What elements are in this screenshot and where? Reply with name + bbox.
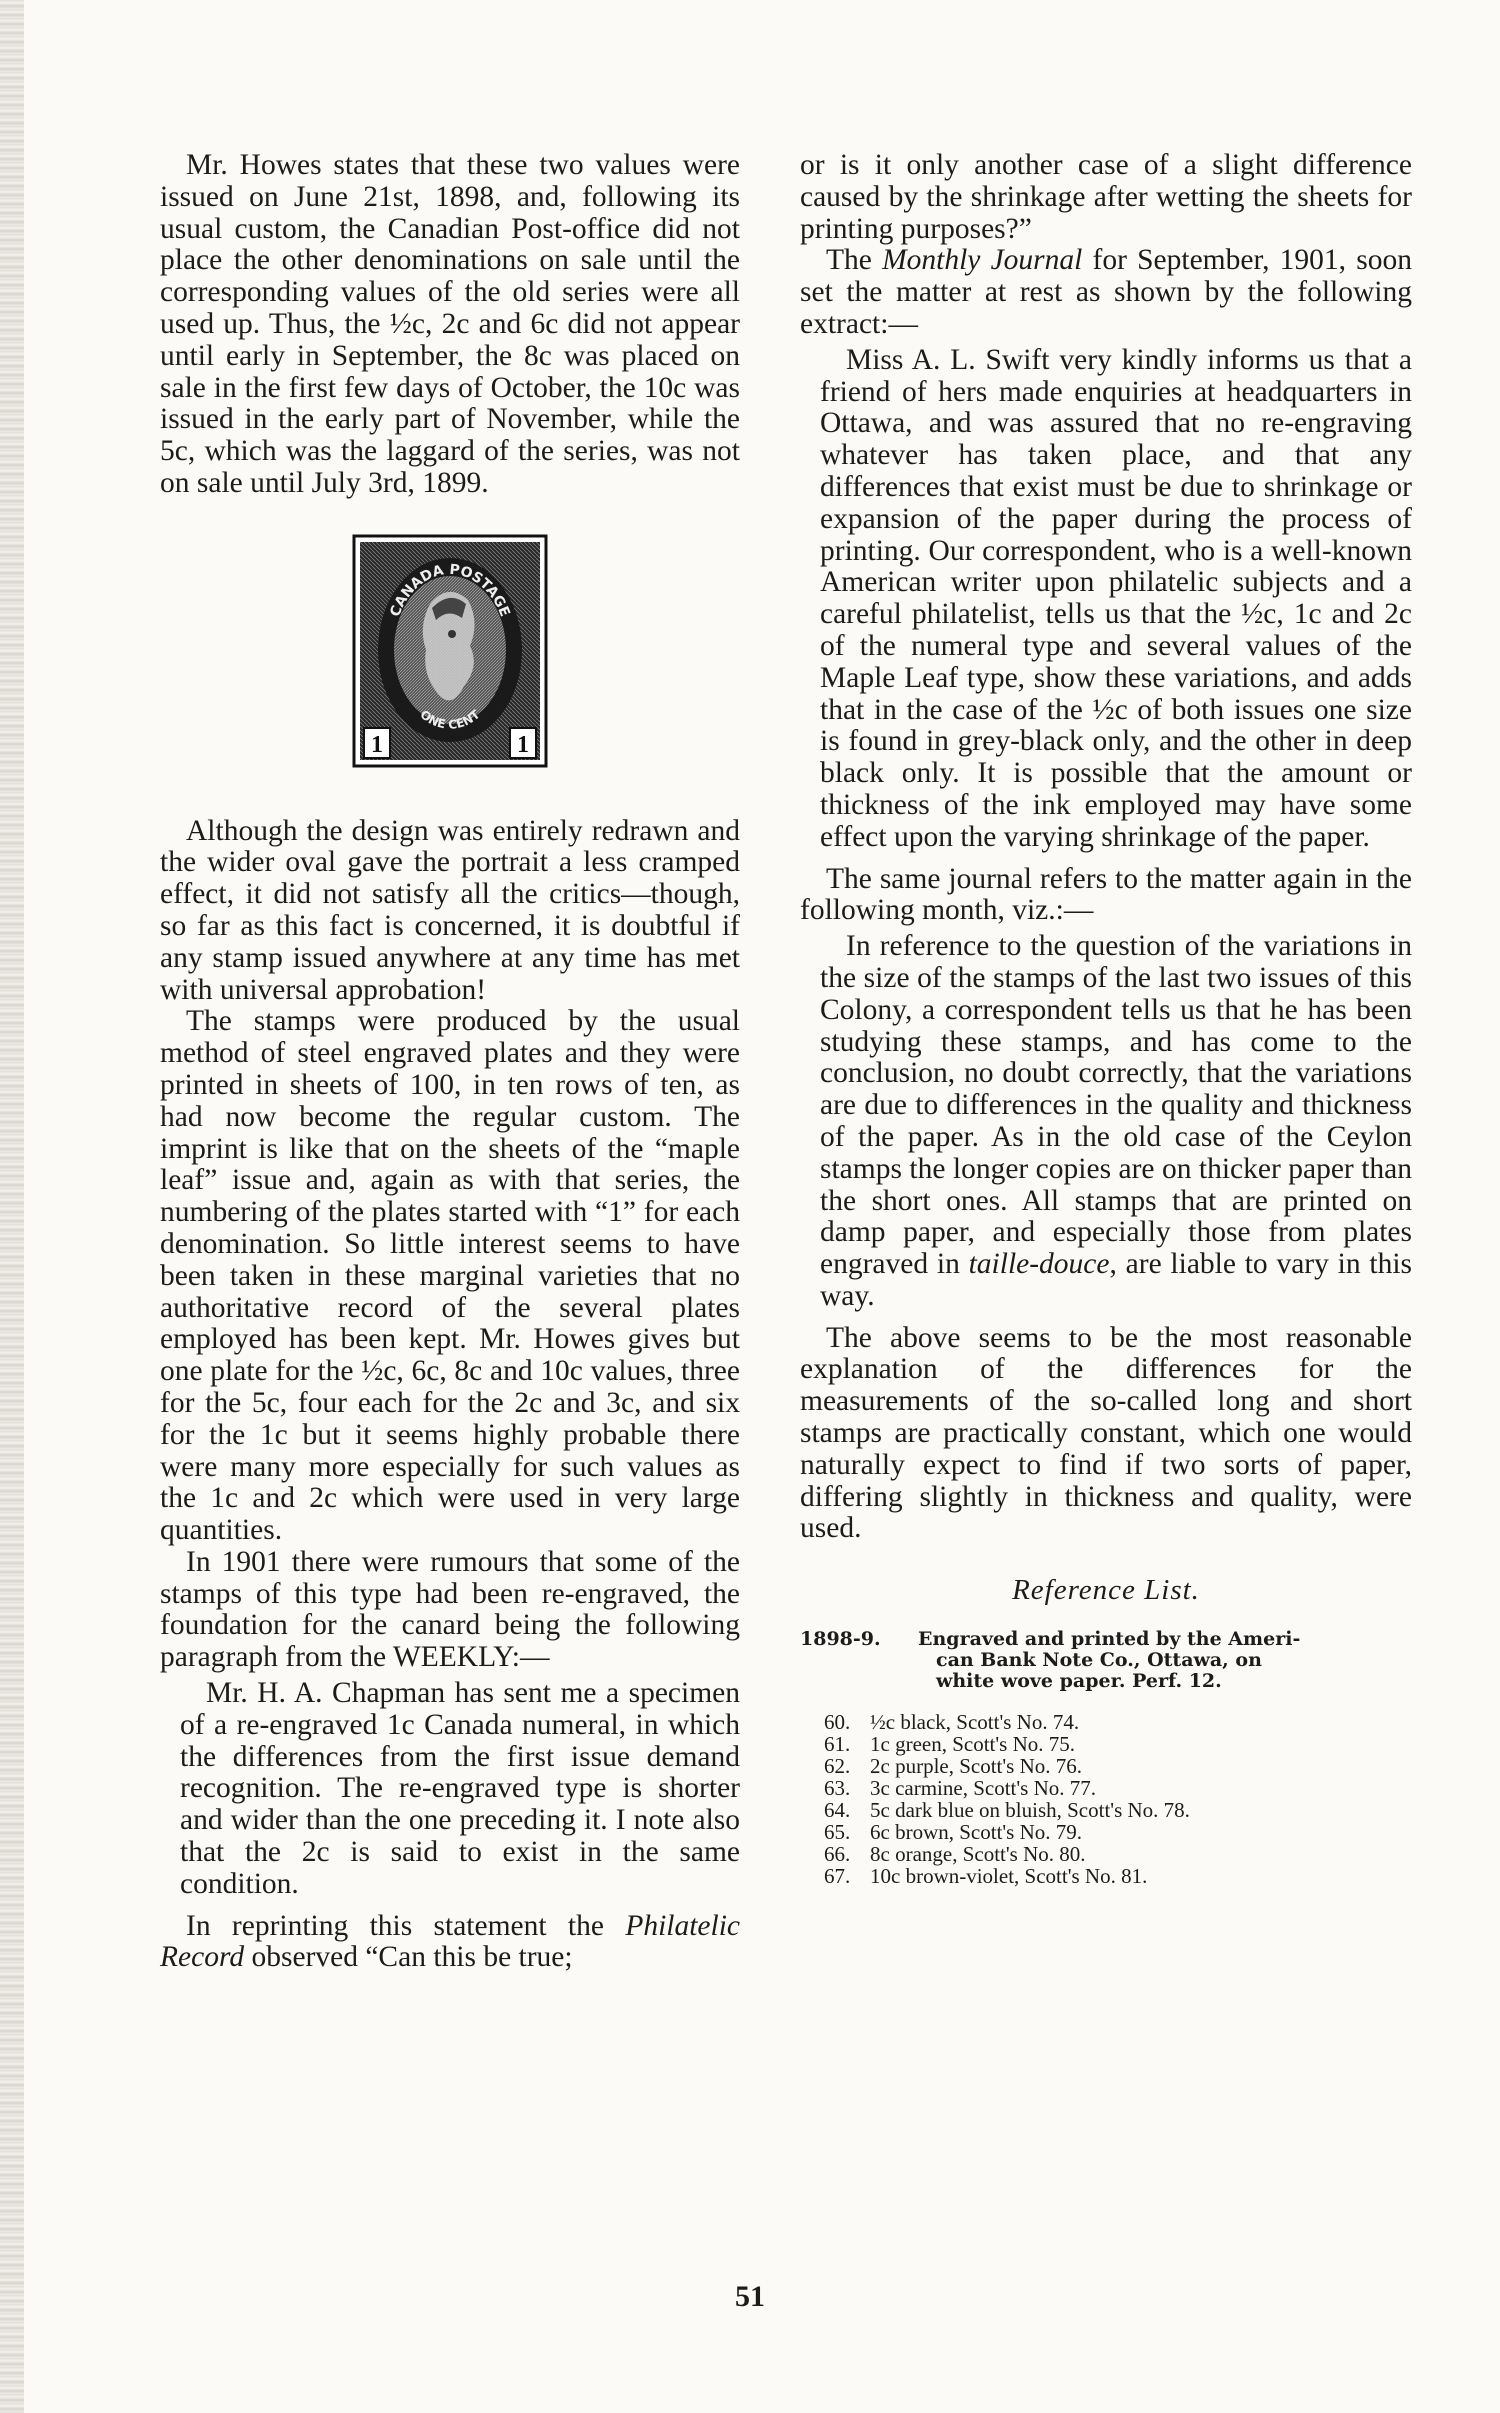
reference-item-desc: 10c brown-violet, Scott's No. 81. [870, 1864, 1148, 1889]
reference-header-line: can Bank Note Co., Ottawa, on [936, 1649, 1262, 1672]
right-quote-1-text: Miss A. L. Swift very kindly informs us that a friend of hers made enquiries at headquarters in Ottawa, and was assured that no re-engraving whatever has taken place, and that any differences that exist must be due to shrinkage or expansion of the paper during the process of printing. Our correspondent, who is a well-known American writer upon philatelic subjects and a careful philatelist, tells us that the ½c, 1c and 2c of the numeral type and several values of the Maple Leaf type, show these variations, and adds that in the case of the ½c of both issues one size is found in grey-black only, and the other in deep black only. It is possible that the amount or thickness of the ink employed may have some effect upon the varying shrinkage of the paper. [820, 343, 1412, 853]
right-para-3: The same journal refers to the matter again in the following month, viz.:— [800, 862, 1412, 927]
right-para-2 [800, 245, 1412, 340]
reference-list [800, 1629, 1412, 1887]
stamp-figure [160, 534, 740, 776]
reference-header-line: white wove paper. Perf. 12. [936, 1670, 1222, 1693]
left-quote [180, 1678, 740, 1901]
right-para-4: The above seems to be the most reasonable explanation of the differences for the measurements of the so-called long and short stamps are practically constant, which one would naturally expect to find if two sorts of paper, differing slightly in thickness and quality, were used. [800, 1321, 1412, 1545]
left-para-5 [160, 1911, 740, 1975]
reference-item-desc: 1c green, Scott's No. 75. [870, 1732, 1075, 1757]
reference-item-number: 66. [824, 1842, 851, 1867]
monthly-journal-title: Monthly Journal [882, 244, 1083, 277]
reference-item-number: 65. [824, 1820, 851, 1845]
stamp-bottom-text: ONE CENT [417, 707, 483, 732]
reference-item [800, 1778, 1412, 1799]
right-column [800, 150, 1412, 1888]
reference-item-number: 60. [824, 1710, 851, 1735]
reference-item [800, 1800, 1412, 1821]
left-para-5-post: observed “Can this be true; [244, 1941, 573, 1974]
reference-item [800, 1866, 1412, 1887]
scan-edge [0, 0, 24, 2413]
right-para-2-pre: The [826, 244, 883, 277]
reference-item-number: 63. [824, 1776, 851, 1801]
right-quote-1 [820, 345, 1412, 854]
reference-year: 1898-9. [800, 1628, 881, 1651]
reference-item-desc: 6c brown, Scott's No. 79. [870, 1820, 1083, 1845]
reference-item-desc: ½c black, Scott's No. 74. [870, 1710, 1080, 1735]
left-quote-text: Mr. H. A. Chapman has sent me a specimen of a re-engraved 1c Canada numeral, in which the differences from the first issue demand recognition. The re-engraved type is shorter and wider than the one preceding it. I note also that the 2c is said to exist in the same condition. [180, 1677, 740, 1900]
philatelic-record-title: Philatelic Record [160, 1909, 740, 1974]
right-para-2-post: for September, 1901, soon set the matter at rest as shown by the following extract:— [800, 244, 1412, 340]
reference-item [800, 1712, 1412, 1733]
reference-header [800, 1629, 1412, 1692]
right-quote-2-text [820, 931, 1412, 1313]
right-quote-2-post: , are liable to vary in this way. [820, 1248, 1412, 1312]
left-para-4: In 1901 there were rumours that some of the stamps of this type had been re-engraved, the foundation for the canard being the following paragraph from the WEEKLY:— [160, 1545, 740, 1674]
reference-item-desc: 2c purple, Scott's No. 76. [870, 1754, 1083, 1779]
right-quote-2-pre: In reference to the question of the variations in the size of the stamps of the last two issues of this Colony, a correspondent tells us that he has been studying these stamps, and has come to the conclusion, no doubt correctly, that the variations are due to differences in the quality and thickness of the paper. As in the old case of the Ceylon stamps the longer copies are on thicker paper than the short ones. All stamps that are printed on damp paper, and especially those from plates engraved in [820, 930, 1412, 1281]
reference-list-title: Reference List. [1012, 1574, 1200, 1607]
stamp-top-text: CANADA POSTAGE [387, 561, 513, 619]
reference-item-desc: 8c orange, Scott's No. 80. [870, 1842, 1086, 1867]
left-para-1: Mr. Howes states that these two values were issued on June 21st, 1898, and, following its usual custom, the Canadian Post-office did not place the other denominations on sale until the corresponding values of the old series were all used up. Thus, the ½c, 2c and 6c did not appear until early in September, the 8c was placed on sale in the first few days of October, the 10c was issued in the early part of November, while the 5c, which was the laggard of the series, was not on sale until July 3rd, 1899. [160, 149, 740, 499]
stamp-image [352, 534, 548, 768]
reference-item-number: 67. [824, 1864, 851, 1889]
reference-item-number: 64. [824, 1798, 851, 1823]
reference-item-desc: 5c dark blue on bluish, Scott's No. 78. [870, 1798, 1190, 1823]
reference-item-desc: 3c carmine, Scott's No. 77. [870, 1776, 1096, 1801]
stamp-corner-left: 1 [371, 731, 383, 758]
right-para-1: or is it only another case of a slight difference caused by the shrinkage after wetting the sheets for printing purposes?” [800, 149, 1412, 245]
reference-header-text [918, 1629, 1412, 1692]
page-number: 51 [735, 2280, 765, 2313]
right-quote-2 [820, 931, 1412, 1313]
reference-item [800, 1756, 1412, 1777]
stamp-corner-right: 1 [517, 731, 529, 758]
taille-douce-term: taille-douce [968, 1248, 1110, 1281]
left-column [160, 150, 740, 1974]
left-para-5-pre: In reprinting this statement the [186, 1909, 626, 1942]
left-para-2: Although the design was entirely redrawn and the wider oval gave the portrait a less cramped effect, it did not satisfy all the critics—though, so far as this fact is concerned, it is doubtful if any stamp issued anywhere at any time has met with universal approbation! [160, 814, 740, 1006]
reference-item [800, 1734, 1412, 1755]
reference-item [800, 1844, 1412, 1865]
left-para-3: The stamps were produced by the usual method of steel engraved plates and they were printed in sheets of 100, in ten rows of ten, as had now become the regular custom. The imprint is like that on the sheets of the “maple leaf” issue and, again as with that series, the numbering of the plates started with “1” for each denomination. So little interest seems to have been taken in these marginal varieties that no authoritative record of the several plates employed has been kept. Mr. Howes gives but one plate for the ½c, 6c, 8c and 10c values, three for the 5c, four each for the 2c and 3c, and six for the 1c but it seems highly probable there were many more especially for such values as the 1c and 2c which were used in very large quantities. [160, 1005, 740, 1547]
reference-header-line: Engraved and printed by the Ameri- [918, 1628, 1301, 1651]
reference-item-number: 61. [824, 1732, 851, 1757]
reference-item [800, 1822, 1412, 1843]
reference-item-number: 62. [824, 1754, 851, 1779]
